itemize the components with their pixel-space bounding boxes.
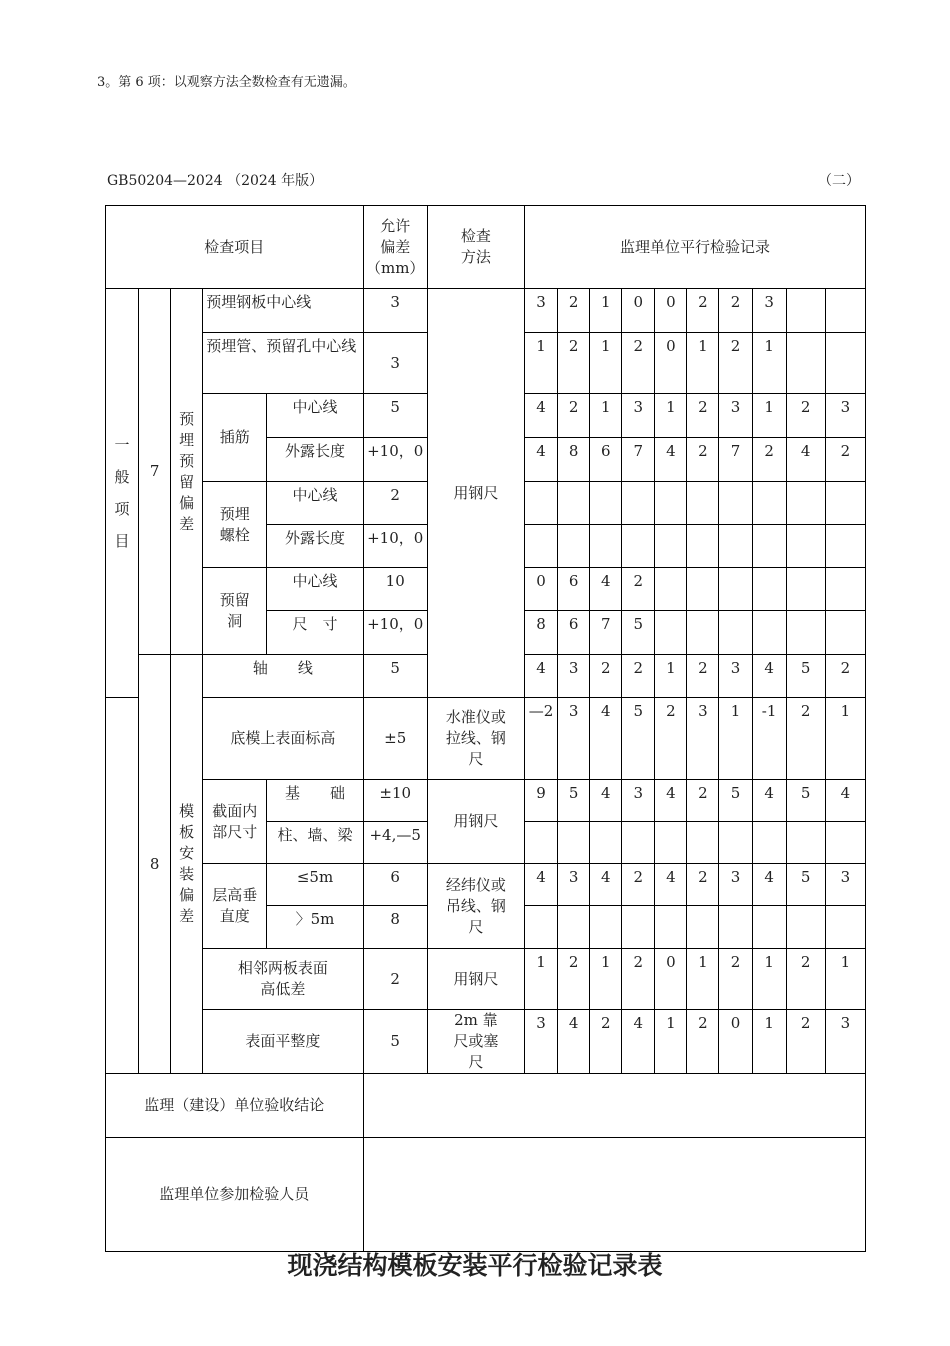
record-value: 3 [558, 655, 590, 698]
record-value [687, 906, 719, 949]
record-value [590, 482, 622, 525]
record-value [525, 822, 558, 864]
record-value: 3 [752, 289, 786, 333]
record-value: 1 [752, 949, 786, 1010]
record-value [825, 822, 865, 864]
record-value: 1 [687, 333, 719, 394]
record-value: 6 [558, 611, 590, 655]
tolerance-value: 5 [363, 1010, 427, 1074]
record-value: 3 [525, 1010, 558, 1074]
record-value: 5 [558, 780, 590, 822]
record-value: 2 [786, 698, 825, 780]
record-value [655, 568, 687, 611]
staff-label: 监理单位参加检验人员 [106, 1138, 364, 1252]
record-value: 1 [687, 949, 719, 1010]
table-row [106, 1010, 866, 1074]
record-value: 2 [655, 698, 687, 780]
record-value [752, 482, 786, 525]
record-value [719, 482, 752, 525]
record-value [752, 525, 786, 568]
record-value: 2 [825, 438, 865, 482]
record-value: 4 [525, 438, 558, 482]
record-value: 7 [622, 438, 655, 482]
record-value [752, 822, 786, 864]
record-value [687, 482, 719, 525]
category-label [106, 289, 139, 698]
tolerance-value: ±5 [363, 698, 427, 780]
record-value [786, 568, 825, 611]
record-value: 3 [525, 289, 558, 333]
group-7-name [171, 289, 203, 655]
category-cont [106, 698, 139, 1074]
record-value: 1 [590, 289, 622, 333]
tolerance-value: 2 [363, 482, 427, 525]
record-value: 5 [622, 611, 655, 655]
record-value: 1 [752, 394, 786, 438]
record-value: 5 [786, 655, 825, 698]
record-value: 2 [719, 949, 752, 1010]
record-value [590, 906, 622, 949]
record-value: 1 [590, 394, 622, 438]
record-value: 1 [590, 949, 622, 1010]
table-row [106, 780, 866, 822]
record-value: 4 [525, 655, 558, 698]
header-tolerance-text: 允许 偏差 （mm） [365, 216, 425, 277]
record-value: 2 [687, 864, 719, 906]
sub-item [203, 568, 267, 655]
sub-item-text: 预埋螺栓 [219, 504, 250, 544]
tolerance-value: 2 [363, 949, 427, 1010]
record-value [655, 482, 687, 525]
record-value: 5 [786, 780, 825, 822]
tolerance-value: ±10 [363, 780, 427, 822]
record-value: 3 [719, 394, 752, 438]
record-value [752, 568, 786, 611]
record-value [825, 568, 865, 611]
record-value: 0 [655, 949, 687, 1010]
record-value [687, 525, 719, 568]
item-label: 底模上表面标高 [203, 698, 363, 780]
record-value: 1 [825, 698, 865, 780]
record-value: 1 [655, 1010, 687, 1074]
sub-item [203, 864, 267, 949]
record-value [786, 906, 825, 949]
record-value: 5 [719, 780, 752, 822]
record-value: 1 [752, 333, 786, 394]
group-8-name [171, 655, 203, 1074]
record-value: 4 [590, 864, 622, 906]
item-label: 中心线 [267, 482, 363, 525]
item-label: 柱、墙、梁 [267, 822, 363, 864]
record-value: 4 [655, 438, 687, 482]
record-value: 2 [622, 864, 655, 906]
header-record: 监理单位平行检验记录 [525, 206, 866, 289]
record-value: 2 [590, 655, 622, 698]
group-8-name-text: 模板安装偏差 [179, 802, 195, 925]
record-value [687, 568, 719, 611]
record-value: 4 [525, 394, 558, 438]
record-value: 2 [687, 394, 719, 438]
record-value [622, 482, 655, 525]
record-value: 2 [558, 949, 590, 1010]
item-label: 轴 线 [203, 655, 363, 698]
record-value: 6 [590, 438, 622, 482]
record-value: 2 [622, 655, 655, 698]
table-row [106, 949, 866, 1010]
table-row [106, 289, 866, 333]
item-label: 外露长度 [267, 525, 363, 568]
sub-item-text: 截面内部尺寸 [212, 801, 258, 841]
method-theodolite-text: 经纬仪或吊线、钢尺 [445, 875, 506, 936]
conclusion-label: 监理（建设）单位验收结论 [106, 1074, 364, 1138]
header-tolerance [363, 206, 427, 289]
tolerance-value: 10 [363, 568, 427, 611]
record-value: 2 [687, 655, 719, 698]
record-value: 4 [622, 1010, 655, 1074]
group-8-no: 8 [139, 655, 171, 1074]
record-value: 2 [558, 333, 590, 394]
record-value: 8 [558, 438, 590, 482]
conclusion-field [363, 1074, 865, 1138]
record-value: 2 [825, 655, 865, 698]
item-label: ≤5m [267, 864, 363, 906]
tolerance-value: +4,—5 [363, 822, 427, 864]
tolerance-value: 8 [363, 906, 427, 949]
item-label: 尺 寸 [267, 611, 363, 655]
category-text: 一般项目 [114, 436, 130, 550]
record-value [786, 289, 825, 333]
record-value: 3 [558, 864, 590, 906]
record-value [525, 482, 558, 525]
group-7-name-text: 预埋预留偏差 [179, 409, 195, 533]
record-value: 1 [525, 333, 558, 394]
sub-item [203, 482, 267, 568]
record-value [525, 525, 558, 568]
record-value: 0 [622, 289, 655, 333]
record-value [558, 482, 590, 525]
record-value [590, 822, 622, 864]
record-value: 2 [590, 1010, 622, 1074]
table-row [106, 1138, 866, 1252]
record-value [825, 482, 865, 525]
item-label: 表面平整度 [203, 1010, 363, 1074]
record-value: 2 [622, 568, 655, 611]
record-value: 3 [719, 655, 752, 698]
page-number: （二） [818, 173, 860, 189]
record-value: 4 [752, 780, 786, 822]
record-value: 8 [525, 611, 558, 655]
record-value [752, 611, 786, 655]
record-value [655, 611, 687, 655]
record-value [719, 611, 752, 655]
record-value: 4 [752, 655, 786, 698]
inspection-table [105, 205, 866, 1252]
sub-item-text: 层高垂直度 [212, 886, 258, 925]
item-label: 预埋管、预留孔中心线 [203, 333, 363, 394]
record-value [719, 568, 752, 611]
record-value [558, 822, 590, 864]
record-value: 7 [590, 611, 622, 655]
record-value [719, 525, 752, 568]
record-value: 7 [719, 438, 752, 482]
item-label [203, 949, 363, 1010]
record-value: 5 [786, 864, 825, 906]
record-value: 3 [687, 698, 719, 780]
form-title: 现浇结构模板安装平行检验记录表 [287, 1251, 663, 1280]
record-value [558, 525, 590, 568]
header-item: 检查项目 [106, 206, 364, 289]
record-value [825, 525, 865, 568]
item-label: 预埋钢板中心线 [203, 289, 363, 333]
record-value: 1 [590, 333, 622, 394]
record-value [719, 822, 752, 864]
record-value: 3 [825, 864, 865, 906]
record-value: 2 [622, 949, 655, 1010]
record-value: 1 [655, 394, 687, 438]
record-value: —2 [525, 698, 558, 780]
record-value: 1 [525, 949, 558, 1010]
record-value [825, 289, 865, 333]
record-value [558, 906, 590, 949]
record-value: 3 [558, 698, 590, 780]
group-7-no: 7 [139, 289, 171, 655]
record-value: 0 [525, 568, 558, 611]
sub-item [203, 780, 267, 864]
staff-field [363, 1138, 865, 1252]
record-value: 2 [752, 438, 786, 482]
record-value: 3 [622, 780, 655, 822]
item-label: 中心线 [267, 394, 363, 438]
header-method-text: 检查 方法 [460, 227, 491, 266]
record-value: 2 [687, 780, 719, 822]
record-value: 4 [655, 864, 687, 906]
method-theodolite [427, 864, 524, 949]
record-value [786, 611, 825, 655]
record-value: 0 [655, 333, 687, 394]
item-label: 外露长度 [267, 438, 363, 482]
item-label: 中心线 [267, 568, 363, 611]
method-steel-ruler: 用钢尺 [427, 949, 524, 1010]
method-straightedge-text: 2m 靠尺或塞尺 [453, 1011, 499, 1071]
sub-item-text: 预留洞 [219, 591, 250, 630]
item-label: 〉5m [267, 906, 363, 949]
table-row [106, 1074, 866, 1138]
record-value [825, 906, 865, 949]
record-value [786, 482, 825, 525]
record-value: 0 [655, 289, 687, 333]
record-value [622, 906, 655, 949]
record-value: 9 [525, 780, 558, 822]
record-value [786, 822, 825, 864]
record-value [687, 611, 719, 655]
tolerance-value: 5 [363, 394, 427, 438]
record-value [719, 906, 752, 949]
tolerance-value: +10，0 [363, 525, 427, 568]
record-value [752, 906, 786, 949]
record-value [622, 822, 655, 864]
sub-item [203, 394, 267, 482]
record-value: 2 [622, 333, 655, 394]
table-row [106, 698, 866, 780]
record-value: 3 [719, 864, 752, 906]
record-value: 0 [719, 1010, 752, 1074]
record-value: 4 [525, 864, 558, 906]
standard-code: GB50204—2024 （2024 年版） [107, 173, 324, 189]
record-value: 6 [558, 568, 590, 611]
record-value: 2 [786, 949, 825, 1010]
record-value: 4 [786, 438, 825, 482]
table-row [106, 206, 866, 289]
record-value: 5 [622, 698, 655, 780]
record-value: 2 [786, 394, 825, 438]
item-label-text: 相邻两板表面高低差 [237, 959, 328, 998]
record-value: 4 [655, 780, 687, 822]
record-value: 2 [687, 438, 719, 482]
record-value: -1 [752, 698, 786, 780]
record-value [655, 525, 687, 568]
tolerance-value: +10，0 [363, 438, 427, 482]
record-value: 4 [590, 780, 622, 822]
record-value [655, 822, 687, 864]
record-value [622, 525, 655, 568]
record-value [687, 822, 719, 864]
record-value: 3 [825, 1010, 865, 1074]
record-value: 2 [687, 289, 719, 333]
record-value: 3 [825, 394, 865, 438]
record-value: 1 [752, 1010, 786, 1074]
tolerance-value: +10，0 [363, 611, 427, 655]
record-value [825, 333, 865, 394]
record-value [786, 333, 825, 394]
table-row [106, 864, 866, 906]
record-value: 4 [558, 1010, 590, 1074]
record-value [655, 906, 687, 949]
method-level-text: 水准仪或拉线、钢尺 [445, 708, 506, 768]
method-straightedge [427, 1010, 524, 1074]
record-value: 4 [752, 864, 786, 906]
note-text: 3。第 6 项：以观察方法全数检查有无遗漏。 [97, 75, 356, 90]
record-value [525, 906, 558, 949]
tolerance-value: 5 [363, 655, 427, 698]
record-value: 3 [622, 394, 655, 438]
record-value [825, 611, 865, 655]
record-value: 2 [558, 394, 590, 438]
record-value: 2 [786, 1010, 825, 1074]
record-value: 4 [590, 698, 622, 780]
record-value [786, 525, 825, 568]
tolerance-value: 3 [363, 333, 427, 394]
header-method [427, 206, 524, 289]
method-steel-ruler: 用钢尺 [427, 289, 524, 698]
record-value [590, 525, 622, 568]
item-label: 基 础 [267, 780, 363, 822]
record-value: 2 [719, 289, 752, 333]
record-value: 2 [687, 1010, 719, 1074]
method-steel-ruler: 用钢尺 [427, 780, 524, 864]
record-value: 4 [590, 568, 622, 611]
sub-item-text: 插筋 [219, 428, 250, 446]
tolerance-value: 3 [363, 289, 427, 333]
record-value: 1 [655, 655, 687, 698]
record-value: 4 [825, 780, 865, 822]
record-value: 2 [719, 333, 752, 394]
method-level [427, 698, 524, 780]
record-value: 1 [719, 698, 752, 780]
record-value: 2 [558, 289, 590, 333]
record-value: 1 [825, 949, 865, 1010]
tolerance-value: 6 [363, 864, 427, 906]
